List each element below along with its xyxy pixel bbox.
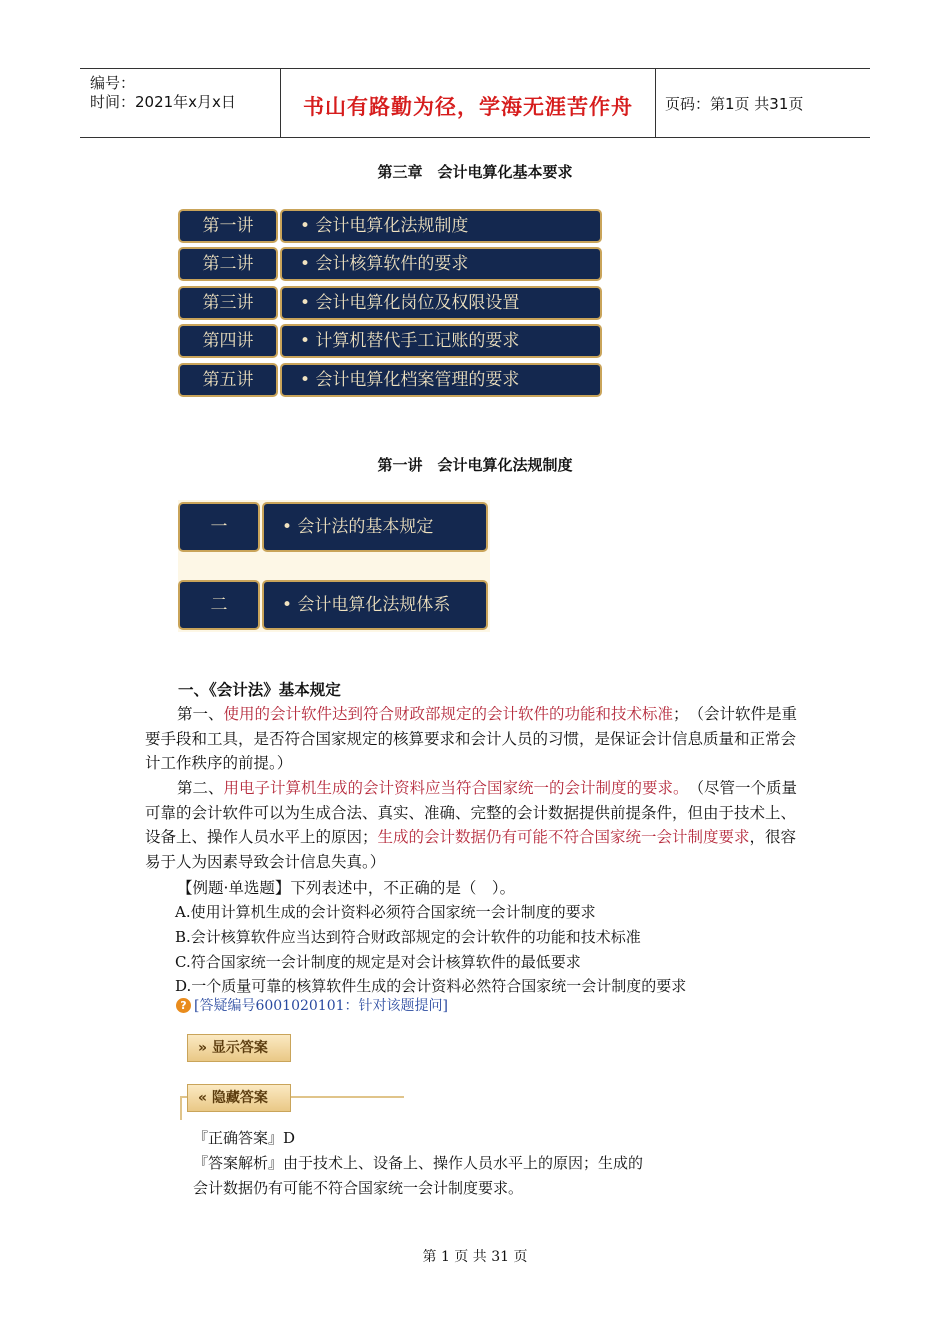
- answer-analysis-line-1: 『答案解析』由于技术上、设备上、操作人员水平上的原因；生成的: [193, 1154, 644, 1172]
- lecture-nav-num: 一: [178, 502, 260, 552]
- question-text: 【例题·单选题】下列表述中，不正确的是（ ）。: [177, 879, 516, 897]
- page-label: 页码：第1页 共31页: [665, 95, 804, 113]
- section-heading: 一、《会计法》基本规定: [178, 680, 341, 699]
- lecture-title: 第一讲 会计电算化法规制度: [377, 456, 573, 474]
- p2-lead: 第二、: [177, 779, 224, 797]
- chapter-nav-num: 第二讲: [178, 247, 278, 281]
- p1-highlight: 使用的会计软件达到符合财政部规定的会计软件的功能和技术标准: [223, 705, 674, 723]
- show-answer-button[interactable]: » 显示答案: [187, 1034, 291, 1062]
- page-footer: 第 1 页 共 31 页: [422, 1249, 528, 1265]
- motto: 书山有路勤为径，学海无涯苦作舟: [303, 95, 633, 119]
- paragraph-second: [145, 776, 810, 874]
- chapter-nav-label: • 计算机替代手工记账的要求: [280, 324, 602, 358]
- chapter-nav-num: 第三讲: [178, 286, 278, 320]
- option-a: A.使用计算机生成的会计资料必须符合国家统一会计制度的要求: [175, 903, 596, 921]
- p2-highlight-1: 用电子计算机生成的会计资料应当符合国家统一的会计制度的要求。: [223, 779, 681, 797]
- header-meta: [80, 69, 280, 137]
- answer-analysis-line-2: 会计数据仍有可能不符合国家统一会计制度要求。: [193, 1179, 524, 1197]
- chapter-nav-num: 第四讲: [178, 324, 278, 358]
- number-label: 编号：: [90, 74, 136, 92]
- hide-answer-button[interactable]: « 隐藏答案: [187, 1084, 291, 1112]
- p2-rest: ，很容易于人为因素导致会计信息失真。）: [145, 828, 797, 871]
- time-label: 时间：2021年x月x日: [90, 93, 236, 111]
- paragraph-first: [145, 702, 810, 776]
- lecture-nav-label: • 会计电算化法规体系: [262, 580, 488, 630]
- option-c: C.符合国家统一会计制度的规定是对会计核算软件的最低要求: [175, 953, 581, 971]
- p2-highlight-2: 生成的会计数据仍有可能不符合国家统一会计制度要求: [377, 828, 750, 846]
- header-motto-cell: [280, 69, 656, 137]
- ask-question-link[interactable]: [答疑编号6001020101：针对该题提问]: [194, 998, 448, 1014]
- chapter-nav-num: 第五讲: [178, 363, 278, 397]
- chapter-nav-label: • 会计电算化岗位及权限设置: [280, 286, 602, 320]
- chapter-nav-label: • 会计核算软件的要求: [280, 247, 602, 281]
- lecture-nav-label: • 会计法的基本规定: [262, 502, 488, 552]
- correct-answer: 『正确答案』D: [193, 1129, 296, 1147]
- chapter-title: 第三章 会计电算化基本要求: [377, 163, 573, 181]
- question-mark-icon: ?: [176, 998, 191, 1013]
- p2-middle: （尽管一个质量可靠的会计软件可以为生成合法、真实、准确、完整的会计数据提供前提条件，但由于技术上、设备上、操作人员水平上的原因；: [145, 779, 798, 846]
- chapter-nav-num: 第一讲: [178, 209, 278, 243]
- page-header: [80, 68, 870, 138]
- option-d: D.一个质量可靠的核算软件生成的会计资料必然符合国家统一会计制度的要求: [175, 977, 687, 995]
- lecture-nav-num: 二: [178, 580, 260, 630]
- chapter-nav-label: • 会计电算化档案管理的要求: [280, 363, 602, 397]
- p1-rest: ； （会计软件是重要手段和工具，是否符合国家规定的核算要求和会计人员的习惯，是保证会计信息质量和正常会计工作秩序的前提。）: [145, 705, 798, 772]
- header-page-cell: [655, 69, 870, 137]
- p1-lead: 第一、: [177, 705, 224, 723]
- chapter-nav-label: • 会计电算化法规制度: [280, 209, 602, 243]
- option-b: B.会计核算软件应当达到符合财政部规定的会计软件的功能和技术标准: [175, 928, 641, 946]
